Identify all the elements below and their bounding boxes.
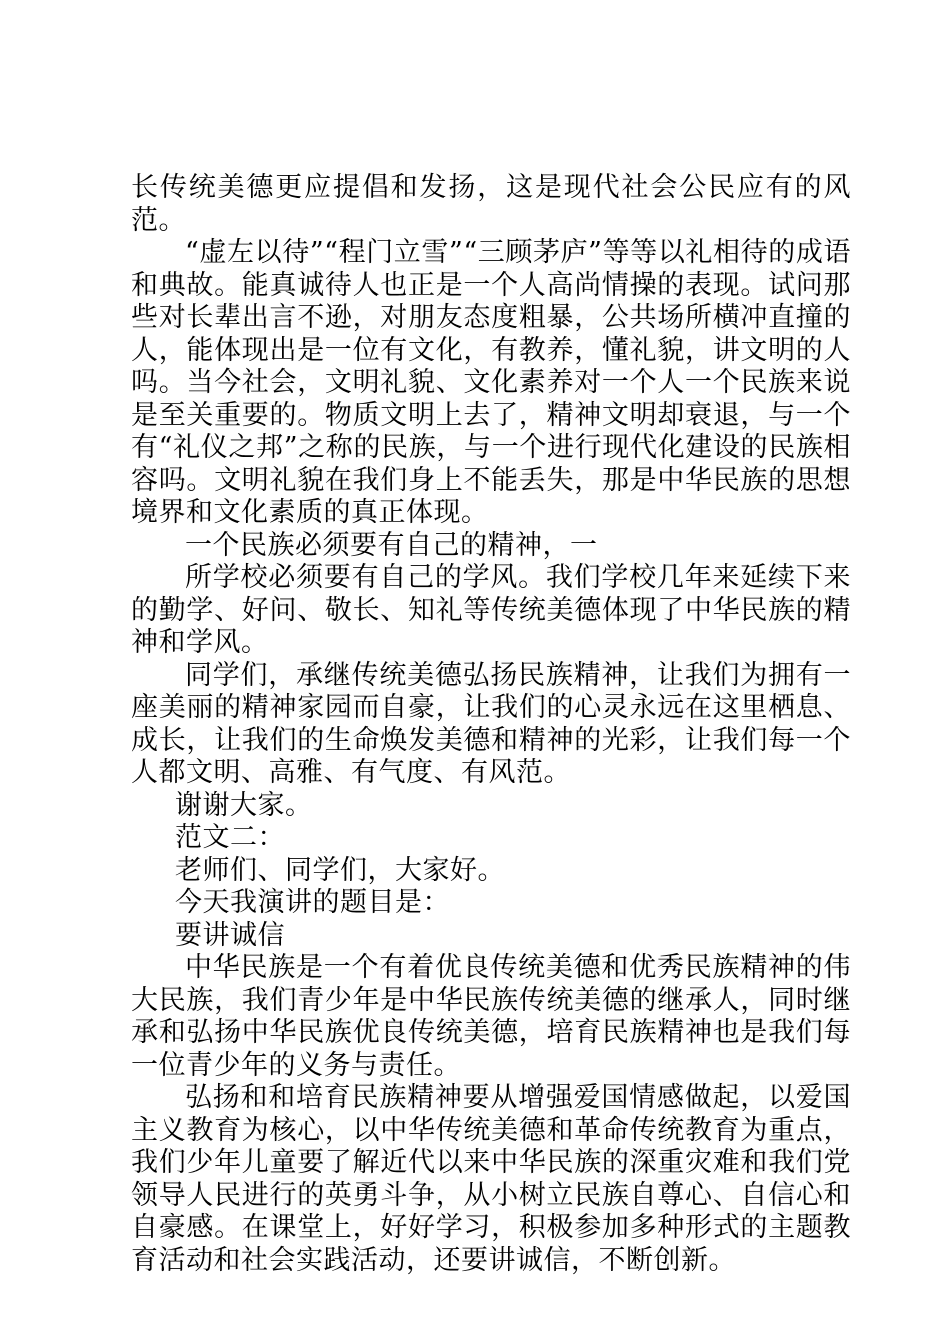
body-text <box>131 172 851 1277</box>
paragraph-thanks: 谢谢大家。 <box>175 789 313 821</box>
paragraph-greeting: 老师们、同学们，大家好。 <box>175 854 505 886</box>
paragraph-continuation: 长传统美德更应提倡和发扬，这是现代社会公民应有的风范。 <box>131 172 851 236</box>
paragraph-patriotism: 弘扬和和培育民族精神要从增强爱国情感做起，以爱国主义教育为核心，以中华传统美德和革命传统教育为重点，我们少年儿童要了解近代以来中华民族的深重灾难和我们党领导人民进行的英勇斗争，从小树立民族自尊心、自信心和自豪感。在课堂上，好好学习，积极参加多种形式的主题教育活动和社会实践活动，还要讲诚信，不断创新。 <box>131 1082 851 1276</box>
paragraph-nation-spirit: 一个民族必须要有自己的精神，一 <box>185 529 598 561</box>
paragraph-call-to-action: 同学们，承继传统美德弘扬民族精神，让我们为拥有一座美丽的精神家园而自豪，让我们的心灵永远在这里栖息、成长，让我们的生命焕发美德和精神的光彩，让我们每一个人都文明、高雅、有气度、有风范。 <box>131 659 851 788</box>
paragraph-courtesy: “虚左以待”“程门立雪”“三顾茅庐”等等以礼相待的成语和典故。能真诚待人也正是一个人高尚情操的表现。试问那些对长辈出言不逊，对朋友态度粗暴，公共场所横冲直撞的人，能体现出是一位有文化，有教养，懂礼貌，讲文明的人吗。当今社会，文明礼貌、文化素养对一个人一个民族来说是至关重要的。物质文明上去了，精神文明却衰退，与一个有“礼仪之邦”之称的民族，与一个进行现代化建设的民族相容吗。文明礼貌在我们身上不能丢失，那是中华民族的思想境界和文化素质的真正体现。 <box>131 237 851 528</box>
speech-title: 要讲诚信 <box>175 919 285 951</box>
paragraph-school-style: 所学校必须要有自己的学风。我们学校几年来延续下来的勤学、好问、敬长、知礼等传统美德体现了中华民族的精神和学风。 <box>131 562 851 658</box>
paragraph-topic-intro: 今天我演讲的题目是： <box>175 887 450 918</box>
section-heading-sample-two: 范文二： <box>175 822 285 853</box>
paragraph-heritage: 中华民族是一个有着优良传统美德和优秀民族精神的伟大民族，我们青少年是中华民族传统美德的继承人，同时继承和弘扬中华民族优良传统美德，培育民族精神也是我们每一位青少年的义务与责任。 <box>131 952 851 1081</box>
